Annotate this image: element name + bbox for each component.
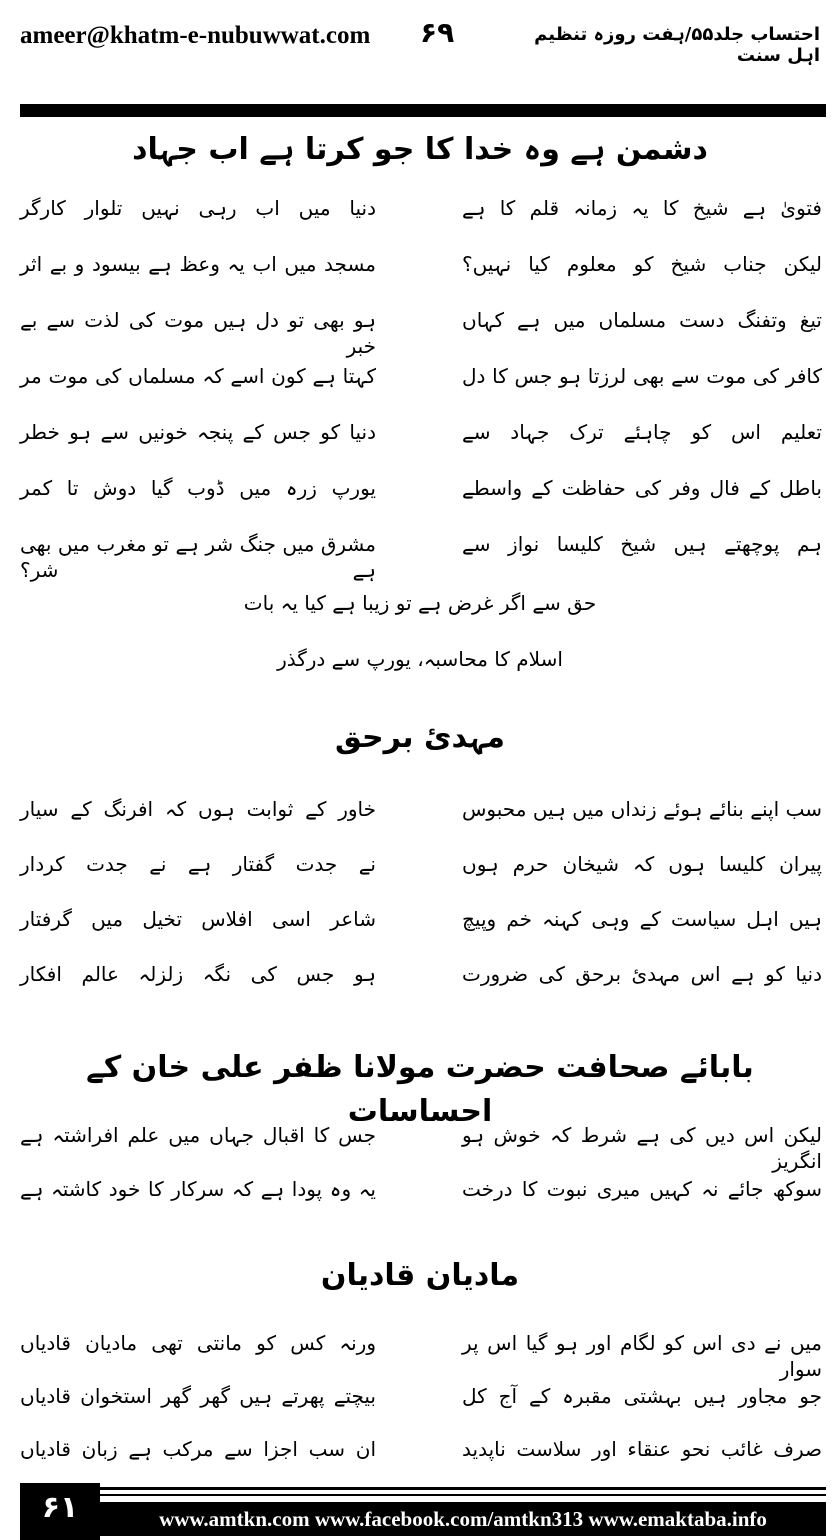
header-rule bbox=[20, 104, 826, 117]
verse-right: فتویٰ ہے شیخ کا یہ زمانہ قلم کا ہے bbox=[462, 196, 822, 220]
footer-links: www.amtkn.com www.facebook.com/amtkn313 www.emaktaba.info bbox=[100, 1502, 826, 1536]
verse-left: نے جدت گفتار ہے نے جدت کردار bbox=[20, 852, 376, 876]
verse-left: ہو بھی تو دل ہیں موت کی لذت سے بے خبر bbox=[20, 308, 376, 358]
footer-rule bbox=[100, 1494, 826, 1496]
verse-centered: حق سے اگر غرض ہے تو زیبا ہے کیا یہ بات bbox=[243, 591, 597, 615]
verse-right: جو مجاور ہیں بہشتی مقبرہ کے آج کل bbox=[462, 1384, 822, 1408]
verse-left: کہتا ہے کون اسے کہ مسلماں کی موت مر bbox=[20, 364, 376, 388]
poem-title: مادیان قادیان bbox=[320, 1258, 520, 1293]
verse-left: ورنہ کس کو مانتی تھی مادیان قادیاں bbox=[20, 1331, 376, 1355]
verse-left: دنیا کو جس کے پنجہ خونیں سے ہو خطر bbox=[20, 420, 376, 444]
verse-left: دنیا میں اب رہی نہیں تلوار کارگر bbox=[20, 196, 376, 220]
verse-left: خاور کے ثوابت ہوں کہ افرنگ کے سیار bbox=[20, 797, 376, 821]
verse-right: ہم پوچھتے ہیں شیخ کلیسا نواز سے bbox=[462, 532, 822, 556]
verse-right: صرف غائب نحو عنقاء اور سلاست ناپدید bbox=[462, 1437, 822, 1461]
footer-rule bbox=[100, 1487, 826, 1490]
verse-right: میں نے دی اس کو لگام اور ہو گیا اس پر سوار bbox=[462, 1331, 822, 1381]
verse-right: تعلیم اس کو چاہئے ترک جہاد سے bbox=[462, 420, 822, 444]
email-address: ameer@khatm-e-nubuwwat.com bbox=[20, 22, 371, 49]
verse-right: باطل کے فال وفر کی حفاظت کے واسطے bbox=[462, 476, 822, 500]
footer-page-number: ۶۱ bbox=[20, 1483, 100, 1540]
page-number: ۶۹ bbox=[420, 16, 455, 49]
poem-title: مہدیٔ برحق bbox=[334, 720, 505, 755]
verse-left: بیچتے پھرتے ہیں گھر گھر استخوان قادیاں bbox=[20, 1384, 376, 1408]
verse-centered: اسلام کا محاسبہ، یورپ سے درگذر bbox=[277, 647, 563, 671]
verse-right: پیران کلیسا ہوں کہ شیخان حرم ہوں bbox=[462, 852, 822, 876]
verse-right: دنیا کو ہے اس مہدیٔ برحق کی ضرورت bbox=[462, 962, 822, 986]
verse-left: مشرق میں جنگ شر ہے تو مغرب میں بھی ہے شر؟ bbox=[20, 532, 376, 582]
verse-left: جس کا اقبال جہاں میں علم افراشتہ ہے bbox=[20, 1123, 376, 1147]
verse-right: سب اپنے بنائے ہوئے زنداں میں ہیں محبوس bbox=[462, 797, 822, 821]
verse-left: یورپ زرہ میں ڈوب گیا دوش تا کمر bbox=[20, 476, 376, 500]
verse-right: ہیں اہل سیاست کے وہی کہنہ خم وپیچ bbox=[462, 907, 822, 931]
verse-right: تیغ وتفنگ دست مسلماں میں ہے کہاں bbox=[462, 308, 822, 332]
verse-left: ہو جس کی نگہ زلزلہ عالم افکار bbox=[20, 962, 376, 986]
verse-left: ان سب اجزا سے مرکب ہے زبان قادیاں bbox=[20, 1437, 376, 1461]
verse-left: شاعر اسی افلاس تخیل میں گرفتار bbox=[20, 907, 376, 931]
verse-right: لیکن جناب شیخ کو معلوم کیا نہیں؟ bbox=[462, 252, 822, 276]
verse-right: کافر کی موت سے بھی لرزتا ہو جس کا دل bbox=[462, 364, 822, 388]
poem-title: دشمن ہے وہ خدا کا جو کرتا ہے اب جہاد bbox=[132, 132, 708, 167]
poem-title: بابائے صحافت حضرت مولانا ظفر علی خان کے احساسات bbox=[86, 1050, 754, 1129]
verse-right: سوکھ جائے نہ کہیں میری نبوت کا درخت bbox=[462, 1177, 822, 1201]
verse-left: یہ وہ پودا ہے کہ سرکار کا خود کاشتہ ہے bbox=[20, 1177, 376, 1201]
verse-left: مسجد میں اب یہ وعظ ہے بیسود و بے اثر bbox=[20, 252, 376, 276]
publication-title: احتساب جلد۵۵/ہفت روزہ تنظیم اہل سنت bbox=[534, 24, 820, 66]
verse-right: لیکن اس دیں کی ہے شرط کہ خوش ہو انگریز bbox=[462, 1123, 822, 1173]
